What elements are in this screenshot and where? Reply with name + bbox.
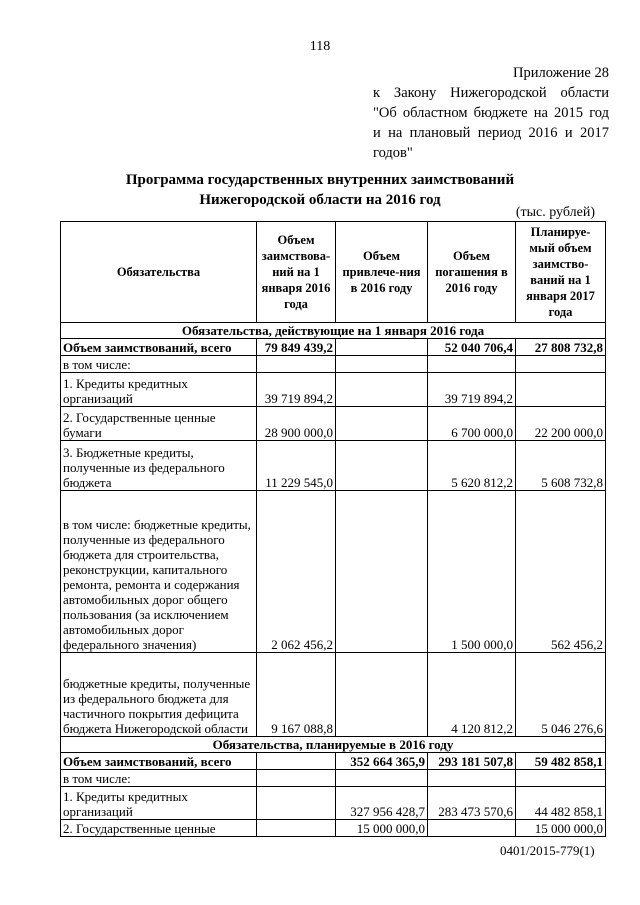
- row-label: в том числе: бюджетные кредиты, полученные из федерального бюджета для строительства, реконструкции, капитального ремонта, ремонта и содержания автомобильных дорог общего пользования (за исключением автомобильных дорог федерального значения): [61, 491, 257, 653]
- row-label: 2. Государственные ценные: [61, 820, 257, 837]
- table-row: [61, 356, 606, 373]
- value-cell: [336, 356, 428, 373]
- table-row: [61, 787, 606, 820]
- value-cell: 2 062 456,2: [257, 491, 336, 653]
- row-label: в том числе:: [61, 770, 257, 787]
- value-cell: [336, 441, 428, 491]
- value-cell: [428, 820, 516, 837]
- table-row: [61, 820, 606, 837]
- value-cell: 28 900 000,0: [257, 407, 336, 441]
- value-cell: [516, 373, 606, 407]
- value-cell: [257, 820, 336, 837]
- row-label: 2. Государственные ценные бумаги: [61, 407, 257, 441]
- row-label: 1. Кредиты кредитных организаций: [61, 373, 257, 407]
- value-cell: [516, 770, 606, 787]
- value-cell: [428, 770, 516, 787]
- table-row: [61, 339, 606, 356]
- table-row: [61, 373, 606, 407]
- value-cell: 27 808 732,8: [516, 339, 606, 356]
- row-label: 1. Кредиты кредитных организаций: [61, 787, 257, 820]
- table-header-row: [61, 222, 606, 323]
- units-label: (тыс. рублей): [515, 205, 595, 220]
- value-cell: 11 229 545,0: [257, 441, 336, 491]
- column-header-balance-2016: Объем заимствова-ний на 1 января 2016 года: [257, 222, 336, 323]
- table-row: [61, 407, 606, 441]
- appendix-line-2: к Закону Нижегородской области: [373, 85, 609, 101]
- table-row: [61, 653, 606, 737]
- value-cell: 4 120 812,2: [428, 653, 516, 737]
- value-cell: 5 608 732,8: [516, 441, 606, 491]
- appendix-line-1: Приложение 28: [513, 65, 609, 81]
- section-row: [61, 737, 606, 753]
- value-cell: 52 040 706,4: [428, 339, 516, 356]
- value-cell: [336, 491, 428, 653]
- value-cell: 562 456,2: [516, 491, 606, 653]
- row-label: Объем заимствований, всего: [61, 339, 257, 356]
- value-cell: [257, 753, 336, 770]
- value-cell: 15 000 000,0: [516, 820, 606, 837]
- value-cell: 6 700 000,0: [428, 407, 516, 441]
- section-row: [61, 323, 606, 339]
- value-cell: 1 500 000,0: [428, 491, 516, 653]
- value-cell: [336, 373, 428, 407]
- borrowing-table: [60, 221, 606, 837]
- value-cell: 327 956 428,7: [336, 787, 428, 820]
- appendix-line-4: и на плановый период 2016 и 2017: [373, 125, 609, 141]
- value-cell: 352 664 365,9: [336, 753, 428, 770]
- value-cell: [428, 356, 516, 373]
- document-title: [0, 170, 640, 210]
- value-cell: 22 200 000,0: [516, 407, 606, 441]
- title-line-1: Программа государственных внутренних заимствований: [125, 172, 515, 188]
- table-row: [61, 770, 606, 787]
- section-title-existing: Обязательства, действующие на 1 января 2016 года: [61, 323, 606, 339]
- value-cell: 59 482 858,1: [516, 753, 606, 770]
- value-cell: 39 719 894,2: [428, 373, 516, 407]
- value-cell: 5 620 812,2: [428, 441, 516, 491]
- value-cell: [257, 787, 336, 820]
- appendix-header: [373, 63, 609, 163]
- appendix-line-5: годов": [373, 145, 413, 161]
- value-cell: [257, 356, 336, 373]
- row-label: 3. Бюджетные кредиты, полученные из федерального бюджета: [61, 441, 257, 491]
- value-cell: 5 046 276,6: [516, 653, 606, 737]
- value-cell: 283 473 570,6: [428, 787, 516, 820]
- value-cell: [336, 339, 428, 356]
- row-label: в том числе:: [61, 356, 257, 373]
- value-cell: 15 000 000,0: [336, 820, 428, 837]
- appendix-line-3: "Об областном бюджете на 2015 год: [373, 105, 609, 121]
- table-row: [61, 441, 606, 491]
- column-header-obligations: Обязательства: [61, 222, 257, 323]
- document-code: 0401/2015-779(1): [500, 843, 595, 858]
- value-cell: 293 181 507,8: [428, 753, 516, 770]
- value-cell: [336, 653, 428, 737]
- value-cell: 9 167 088,8: [257, 653, 336, 737]
- table-row: [61, 491, 606, 653]
- value-cell: 44 482 858,1: [516, 787, 606, 820]
- title-line-2: Нижегородской области на 2016 год: [199, 192, 441, 208]
- row-label: Объем заимствований, всего: [61, 753, 257, 770]
- row-label: бюджетные кредиты, полученные из федерального бюджета для частичного покрытия дефицита бюджета Нижегородской области: [61, 653, 257, 737]
- column-header-raised-2016: Объем привлече-ния в 2016 году: [336, 222, 428, 323]
- page-number: 118: [309, 39, 331, 54]
- value-cell: [336, 770, 428, 787]
- value-cell: 79 849 439,2: [257, 339, 336, 356]
- column-header-balance-2017: Планируе-мый объем заимство-ваний на 1 января 2017 года: [516, 222, 606, 323]
- column-header-repaid-2016: Объем погашения в 2016 году: [428, 222, 516, 323]
- section-title-planned: Обязательства, планируемые в 2016 году: [61, 737, 606, 753]
- value-cell: [336, 407, 428, 441]
- value-cell: 39 719 894,2: [257, 373, 336, 407]
- value-cell: [257, 770, 336, 787]
- value-cell: [516, 356, 606, 373]
- table-row: [61, 753, 606, 770]
